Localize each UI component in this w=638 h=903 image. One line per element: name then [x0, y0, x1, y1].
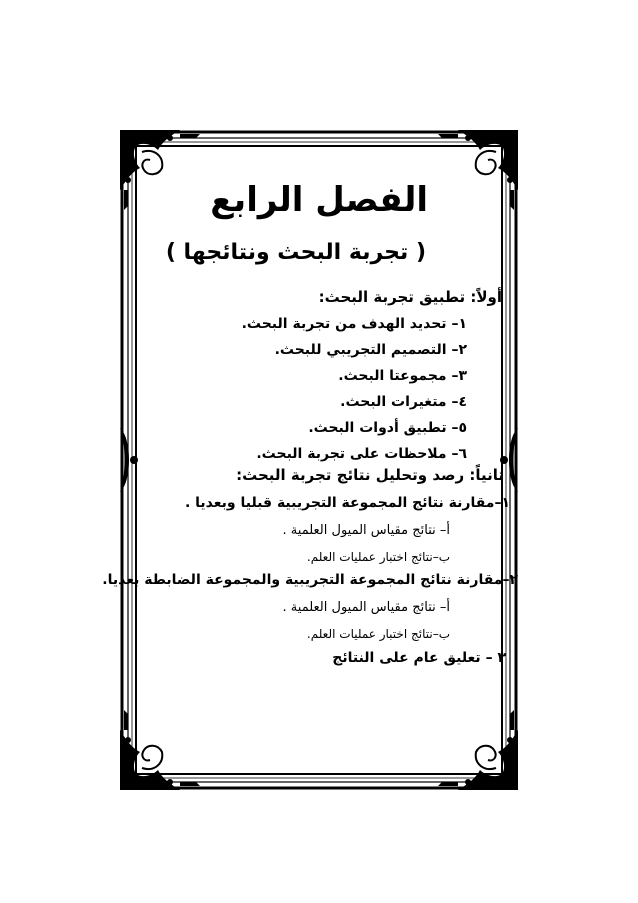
- section1-item-4: ٤– متغيرات البحث.: [340, 394, 467, 410]
- section2-heading: ثانياً: رصد وتحليل نتائج تجربة البحث:: [236, 466, 504, 484]
- section1-item-6: ٦– ملاحظات على تجربة البحث.: [256, 446, 467, 462]
- section2-item-2a: أ– نتائج مقياس الميول العلمية .: [282, 600, 450, 615]
- section2-item-2b: ب–نتائج اختبار عمليات العلم.: [306, 627, 450, 641]
- chapter-subtitle: ( تجربة البحث ونتائجها ): [165, 240, 426, 265]
- section1-item-3: ٣– مجموعتا البحث.: [338, 368, 467, 384]
- chapter-title: الفصل الرابع: [210, 180, 428, 220]
- section1-item-2: ٢– التصميم التجريبي للبحث.: [274, 342, 467, 358]
- section1-item-1: ١– تحديد الهدف من تجربة البحث.: [241, 316, 467, 332]
- section2-item-3: ٣ – تعليق عام على النتائج: [332, 650, 506, 666]
- section2-item-1a: أ– نتائج مقياس الميول العلمية .: [282, 523, 450, 538]
- section2-item-1: ١–مقارنة نتائج المجموعة التجريبية قبليا وبعديا .: [184, 495, 510, 511]
- section1-item-5: ٥– تطبيق أدوات البحث.: [308, 420, 467, 436]
- section1-heading: أولاً: تطبيق تجربة البحث:: [318, 288, 502, 306]
- section2-item-1b: ب–نتائج اختبار عمليات العلم.: [306, 550, 450, 564]
- section2-item-2: ٢–مقارنة نتائج المجموعة التجريبية والمجموعة الضابطة بعديا.: [102, 572, 518, 588]
